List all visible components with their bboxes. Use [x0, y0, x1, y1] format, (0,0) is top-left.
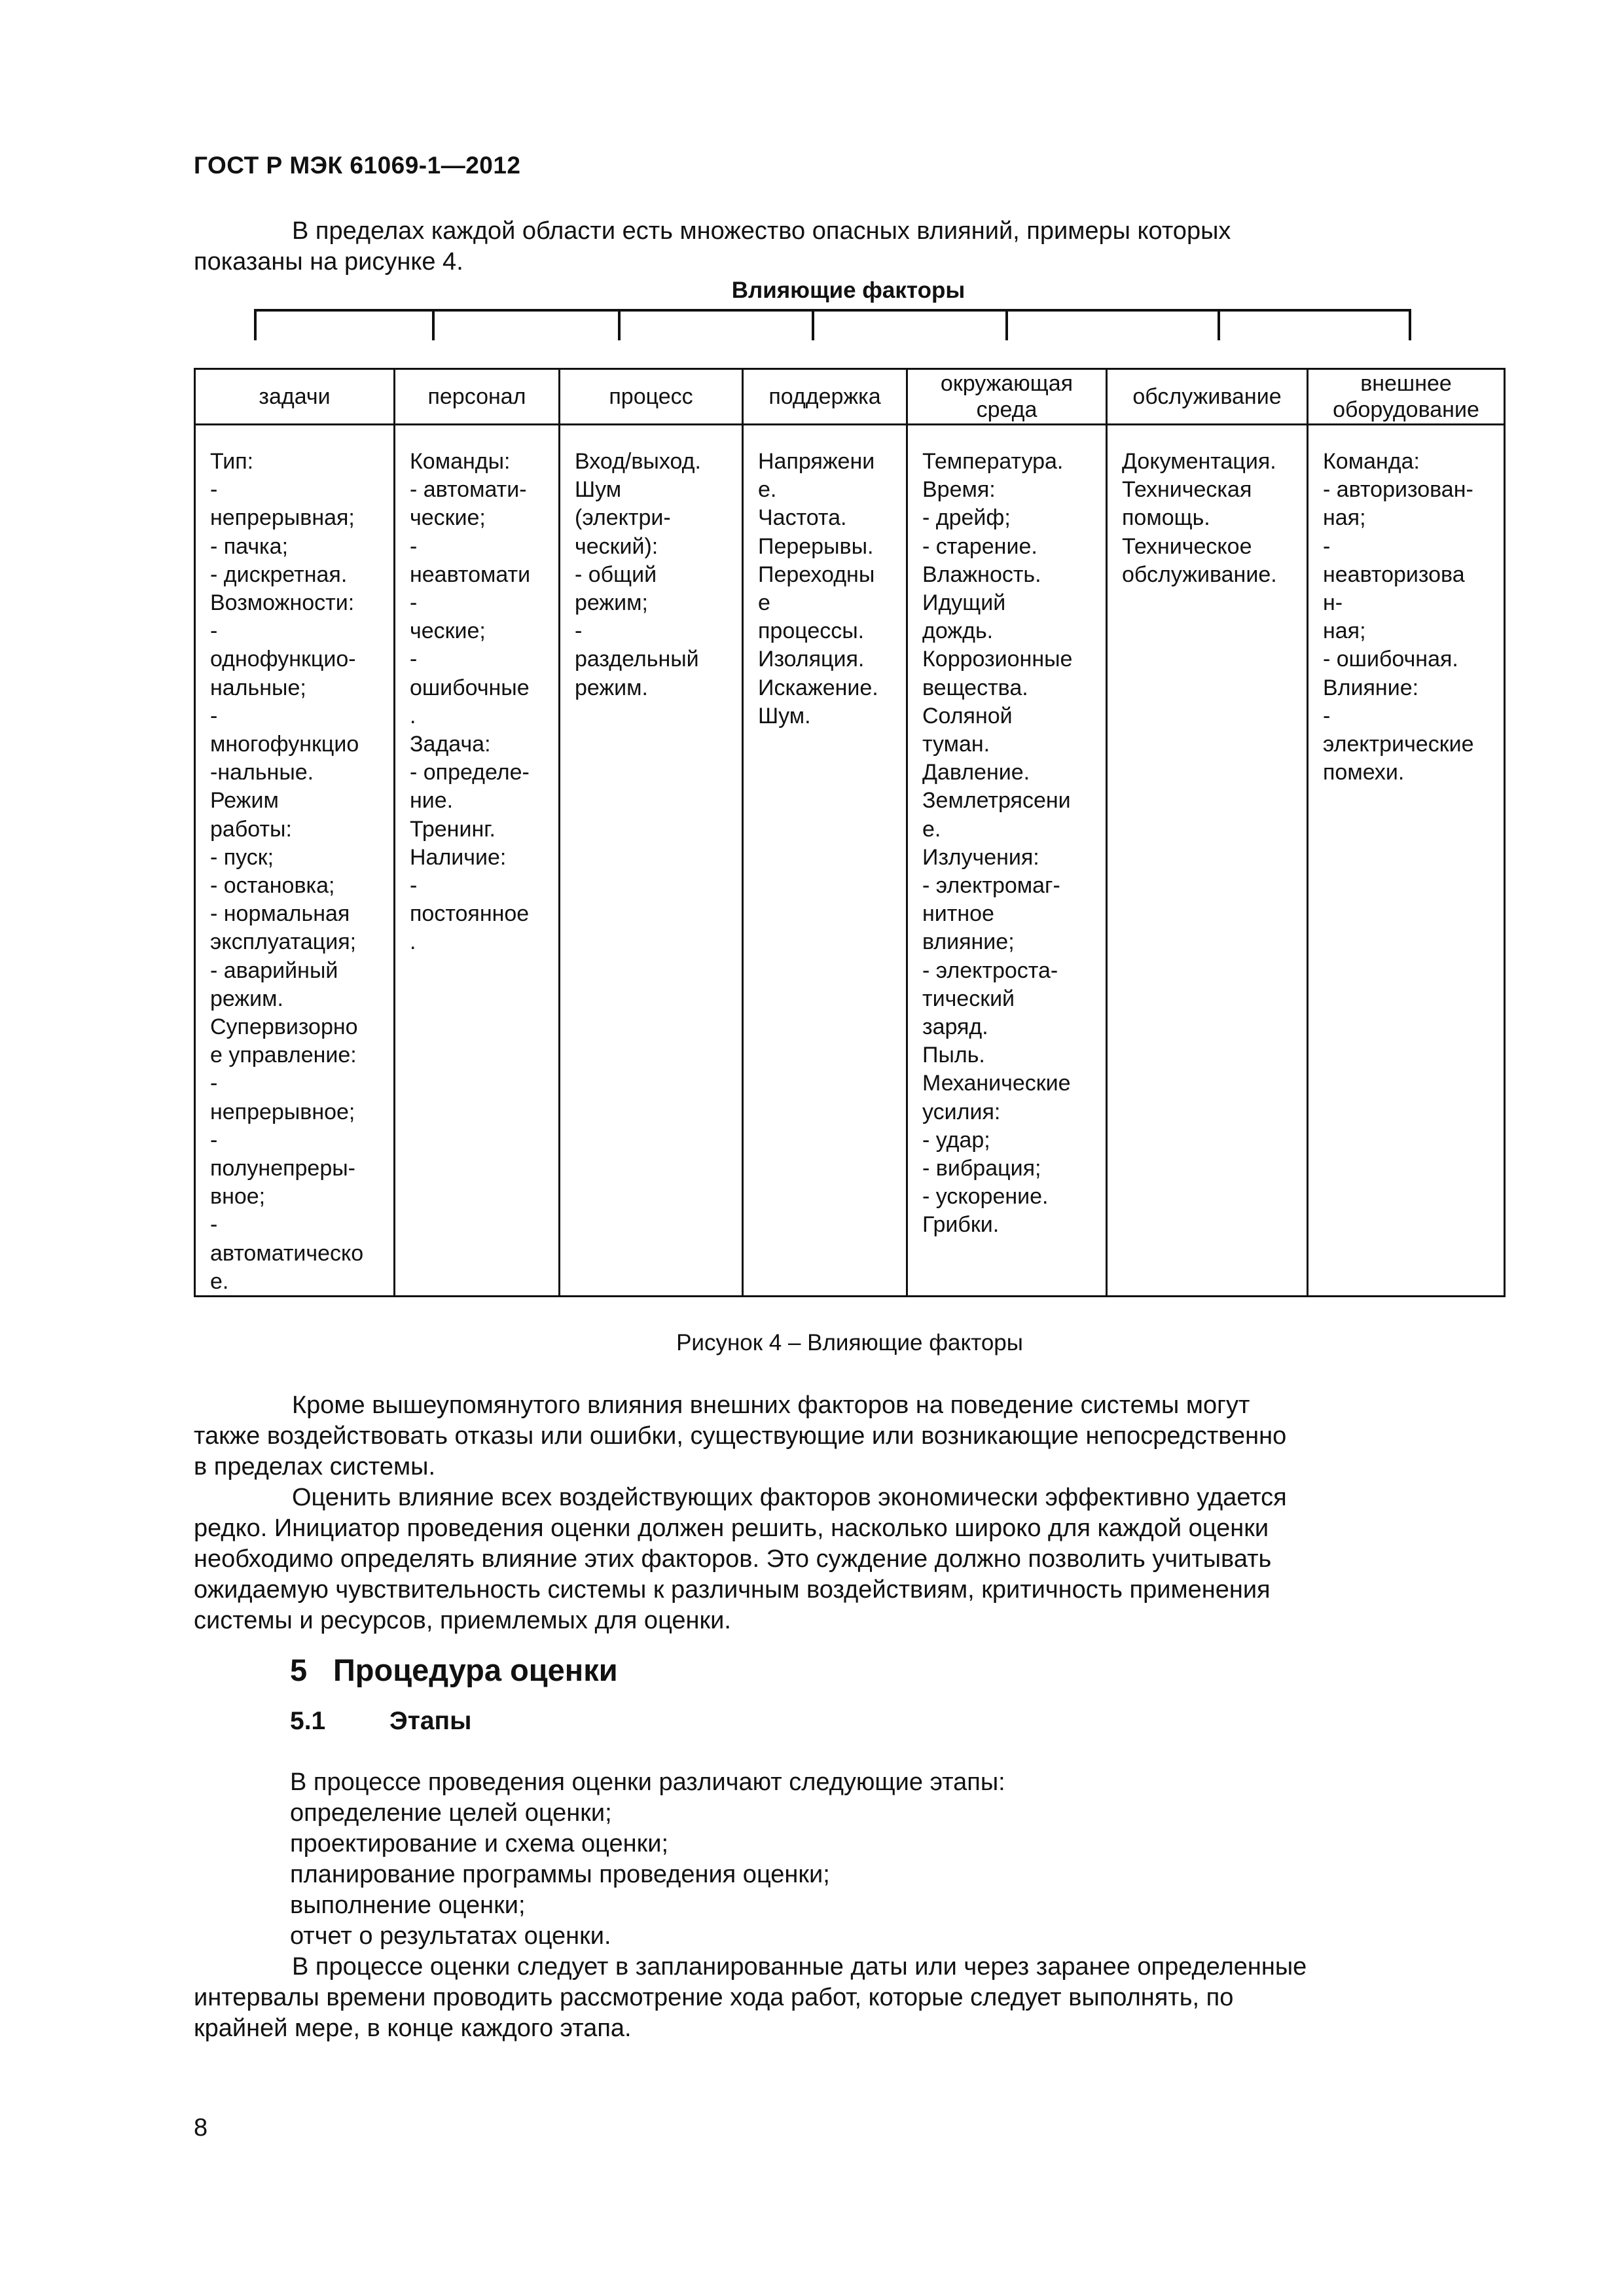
table-cell-line: - общий — [575, 562, 657, 587]
table-cell-line: - — [1323, 533, 1331, 559]
bracket-tick — [618, 309, 621, 340]
bracket-tick — [1409, 309, 1411, 340]
section-number: 5 — [290, 1653, 308, 1687]
influence-factors-table — [194, 368, 1506, 1297]
figure-caption: Рисунок 4 – Влияющие факторы — [676, 1330, 1023, 1355]
table-cell-line: Землетрясени — [922, 788, 1071, 814]
table-cell-line: тический — [922, 986, 1015, 1011]
table-cell-line: - автомати- — [410, 477, 527, 503]
table-cell-line: Грибки. — [922, 1212, 1000, 1238]
table-cell-line: ние. — [410, 788, 454, 814]
table-cell-line: е управление: — [210, 1043, 357, 1068]
table-cell-line: (электри- — [575, 505, 671, 531]
table-cell-line: Шум — [575, 477, 622, 503]
table-cell-line: - — [410, 873, 418, 899]
table-cell-line: Влажность. — [922, 562, 1041, 587]
table-cell-line: Документация. — [1122, 449, 1276, 474]
list-item: определение целей оценки; — [290, 1799, 612, 1827]
subsection-number: 5.1 — [290, 1707, 326, 1735]
table-cell-line: Влияние: — [1323, 675, 1419, 700]
table-cell-line: усилия: — [922, 1099, 1001, 1124]
table-cell-line: Идущий — [922, 590, 1006, 616]
table-cell-line: Наличие: — [410, 844, 507, 870]
table-cell-line: ная; — [1323, 505, 1366, 531]
table-cell-line: ная; — [1323, 619, 1366, 644]
table-cell-line: - — [410, 590, 418, 616]
intro-paragraph — [194, 216, 1503, 278]
table-header-cell: поддержка — [742, 368, 908, 425]
table-cell-line: е. — [922, 816, 941, 842]
table-cell-line: - — [210, 619, 218, 644]
section-heading — [290, 1652, 618, 1688]
table-cell-line: Перерывы. — [758, 533, 874, 559]
table-cell-line: раздельный — [575, 647, 699, 672]
table-cell-line: помощь. — [1122, 505, 1210, 531]
table-header-cell: процесс — [558, 368, 744, 425]
table-cell-line: Соляной — [922, 703, 1013, 728]
table-cell-line: - остановка; — [210, 873, 335, 899]
table-cell-line: - нормальная — [210, 901, 350, 927]
table-cell-line: Механические — [922, 1071, 1071, 1096]
table-cell-line: влияние; — [922, 929, 1015, 955]
table-cell-line: Техническая — [1122, 477, 1252, 503]
table-cell-line: режим. — [210, 986, 283, 1011]
table-cell-line: - — [210, 477, 218, 503]
table-cell-line: - — [210, 1071, 218, 1096]
table-cell-line: - дрейф; — [922, 505, 1011, 531]
table-body-cell — [742, 425, 908, 1297]
table-cell-line: ческие; — [410, 505, 486, 531]
table-cell-line: - электроста- — [922, 958, 1058, 983]
table-cell-line: нитное — [922, 901, 994, 927]
table-header-cell: персонал — [393, 368, 560, 425]
table-cell-line: Тренинг. — [410, 816, 496, 842]
table-cell-line: полунепреры- — [210, 1156, 355, 1181]
table-cell-line: - — [210, 1127, 218, 1153]
table-cell-line: ошибочные — [410, 675, 530, 700]
table-cell-line: Изоляция. — [758, 647, 865, 672]
table-cell-line: автоматическо — [210, 1240, 364, 1266]
table-cell-line: ческий): — [575, 533, 659, 559]
table-cell-line: вещества. — [922, 675, 1028, 700]
subsection-title: Этапы — [389, 1707, 472, 1735]
table-cell-line: нальные; — [210, 675, 306, 700]
bracket-tick — [1005, 309, 1008, 340]
table-cell-line: непрерывное; — [210, 1099, 355, 1124]
table-cell-line: н- — [1323, 590, 1343, 616]
table-cell-line: е. — [210, 1268, 229, 1294]
paragraph-line: редко. Инициатор проведения оценки должен решить, насколько широко для каждой оценки — [194, 1515, 1269, 1542]
paragraph-line: системы и ресурсов, приемлемых для оценки. — [194, 1607, 731, 1634]
paragraph-line: Кроме вышеупомянутого влияния внешних факторов на поведение системы могут — [292, 1391, 1250, 1419]
bracket-tick — [254, 309, 257, 340]
table-cell-line: Супервизорно — [210, 1014, 358, 1040]
table-cell-line: - вибрация; — [922, 1156, 1041, 1181]
bracket-tick — [812, 309, 814, 340]
table-body-cell — [1307, 425, 1506, 1297]
table-cell-line: электрические — [1323, 732, 1474, 757]
table-cell-line: - авторизован- — [1323, 477, 1473, 503]
table-cell-line: заряд. — [922, 1014, 988, 1040]
paragraph-external-factors — [194, 1390, 1503, 1482]
table-cell-line: Напряжени — [758, 449, 875, 474]
paragraph-line: крайней мере, в конце каждого этапа. — [194, 2015, 632, 2042]
table-body-cell — [194, 425, 395, 1297]
table-header-cell: внешнее оборудование — [1307, 368, 1506, 425]
table-cell-line: Искажение. — [758, 675, 878, 700]
table-cell-line: Переходны — [758, 562, 875, 587]
table-cell-line: работы: — [210, 816, 292, 842]
table-cell-line: однофункцио- — [210, 647, 356, 672]
paragraph-line: В процессе оценки следует в запланированные даты или через заранее определенные — [292, 1953, 1307, 1981]
list-item: планирование программы проведения оценки; — [290, 1861, 830, 1888]
table-cell-line: е. — [758, 477, 777, 503]
table-cell-line: вное; — [210, 1184, 266, 1210]
table-body-cell — [393, 425, 560, 1297]
table-cell-line: постоянное — [410, 901, 530, 927]
table-cell-line: Задача: — [410, 732, 491, 757]
table-body-cell — [1106, 425, 1308, 1297]
table-cell-line: Пыль. — [922, 1043, 985, 1068]
table-cell-line: Возможности: — [210, 590, 355, 616]
table-cell-line: - — [410, 533, 418, 559]
table-cell-line: неавторизова — [1323, 562, 1465, 587]
table-cell-line: Команда: — [1323, 449, 1420, 474]
table-header-cell: окружающая среда — [906, 368, 1108, 425]
table-cell-line: обслуживание. — [1122, 562, 1277, 587]
table-cell-line: помехи. — [1323, 760, 1405, 785]
table-body-cell — [906, 425, 1108, 1297]
paragraph-line: интервалы времени проводить рассмотрение хода работ, которые следует выполнять, по — [194, 1984, 1234, 2011]
bracket-tick — [1218, 309, 1220, 340]
figure-title: Влияющие факторы — [731, 278, 965, 303]
table-cell-line: дождь. — [922, 619, 994, 644]
table-body-cell — [558, 425, 744, 1297]
intro-line-1: В пределах каждой области есть множество опасных влияний, примеры которых — [292, 217, 1231, 245]
table-header-cell: обслуживание — [1106, 368, 1308, 425]
bracket-line — [254, 309, 1411, 312]
paragraph-line: также воздействовать отказы или ошибки, существующие или возникающие непосредственно — [194, 1422, 1287, 1450]
table-header-cell: задачи — [194, 368, 395, 425]
table-cell-line: - старение. — [922, 533, 1038, 559]
list-item: проектирование и схема оценки; — [290, 1830, 669, 1857]
document-header: ГОСТ Р МЭК 61069-1—2012 — [194, 152, 521, 179]
subsection-heading — [290, 1707, 471, 1736]
table-cell-line: -нальные. — [210, 760, 314, 785]
table-cell-line: эксплуатация; — [210, 929, 357, 955]
paragraph-line: ожидаемую чувствительность системы к различным воздействиям, критичность применения — [194, 1576, 1271, 1604]
table-cell-line: - аварийный — [210, 958, 338, 983]
table-cell-line: - — [410, 647, 418, 672]
table-cell-line: - пуск; — [210, 844, 274, 870]
table-cell-line: - ускорение. — [922, 1184, 1049, 1210]
table-cell-line: Давление. — [922, 760, 1030, 785]
table-cell-line: - ошибочная. — [1323, 647, 1458, 672]
list-item: выполнение оценки; — [290, 1892, 526, 1919]
paragraph-assessment-cost — [194, 1482, 1503, 1636]
table-cell-line: ческие; — [410, 619, 486, 644]
table-cell-line: Тип: — [210, 449, 254, 474]
paragraph-line: необходимо определять влияние этих факторов. Это суждение должно позволить учитывать — [194, 1545, 1272, 1573]
paragraph-line: в пределах системы. — [194, 1453, 435, 1480]
table-cell-line: Команды: — [410, 449, 511, 474]
table-cell-line: - — [210, 703, 218, 728]
table-cell-line: - — [575, 619, 583, 644]
table-cell-line: неавтомати — [410, 562, 531, 587]
table-cell-line: Температура. — [922, 449, 1064, 474]
table-cell-line: непрерывная; — [210, 505, 355, 531]
table-cell-line: - пачка; — [210, 533, 289, 559]
table-cell-line: - электромаг- — [922, 873, 1060, 899]
table-cell-line: Частота. — [758, 505, 847, 531]
table-cell-line: Излучения: — [922, 844, 1039, 870]
table-cell-line: е — [758, 590, 770, 616]
bracket-tick — [432, 309, 435, 340]
table-cell-line: . — [410, 929, 416, 955]
table-cell-line: - — [210, 1212, 218, 1238]
table-cell-line: . — [410, 703, 416, 728]
paragraph-line: Оценить влияние всех воздействующих факторов экономически эффективно удается — [292, 1484, 1287, 1511]
table-cell-line: многофункцио — [210, 732, 359, 757]
table-cell-line: туман. — [922, 732, 990, 757]
table-cell-line: Вход/выход. — [575, 449, 701, 474]
table-cell-line: - дискретная. — [210, 562, 348, 587]
table-cell-line: - определе- — [410, 760, 530, 785]
section-title: Процедура оценки — [333, 1653, 618, 1687]
table-cell-line: - удар; — [922, 1127, 990, 1153]
table-cell-line: режим. — [575, 675, 648, 700]
paragraph-review — [194, 1952, 1503, 2044]
table-cell-line: режим; — [575, 590, 648, 616]
table-cell-line: процессы. — [758, 619, 865, 644]
table-cell-line: Коррозионные — [922, 647, 1073, 672]
intro-line-2: показаны на рисунке 4. — [194, 248, 463, 276]
table-cell-line: Режим — [210, 788, 279, 814]
table-cell-line: Техническое — [1122, 533, 1252, 559]
table-cell-line: Шум. — [758, 703, 811, 728]
list-item: отчет о результатах оценки. — [290, 1922, 611, 1950]
table-cell-line: - — [1323, 703, 1331, 728]
stages-list — [290, 1767, 1005, 1952]
page-number: 8 — [194, 2114, 208, 2142]
list-item: В процессе проведения оценки различают следующие этапы: — [290, 1768, 1005, 1796]
table-cell-line: Время: — [922, 477, 996, 503]
